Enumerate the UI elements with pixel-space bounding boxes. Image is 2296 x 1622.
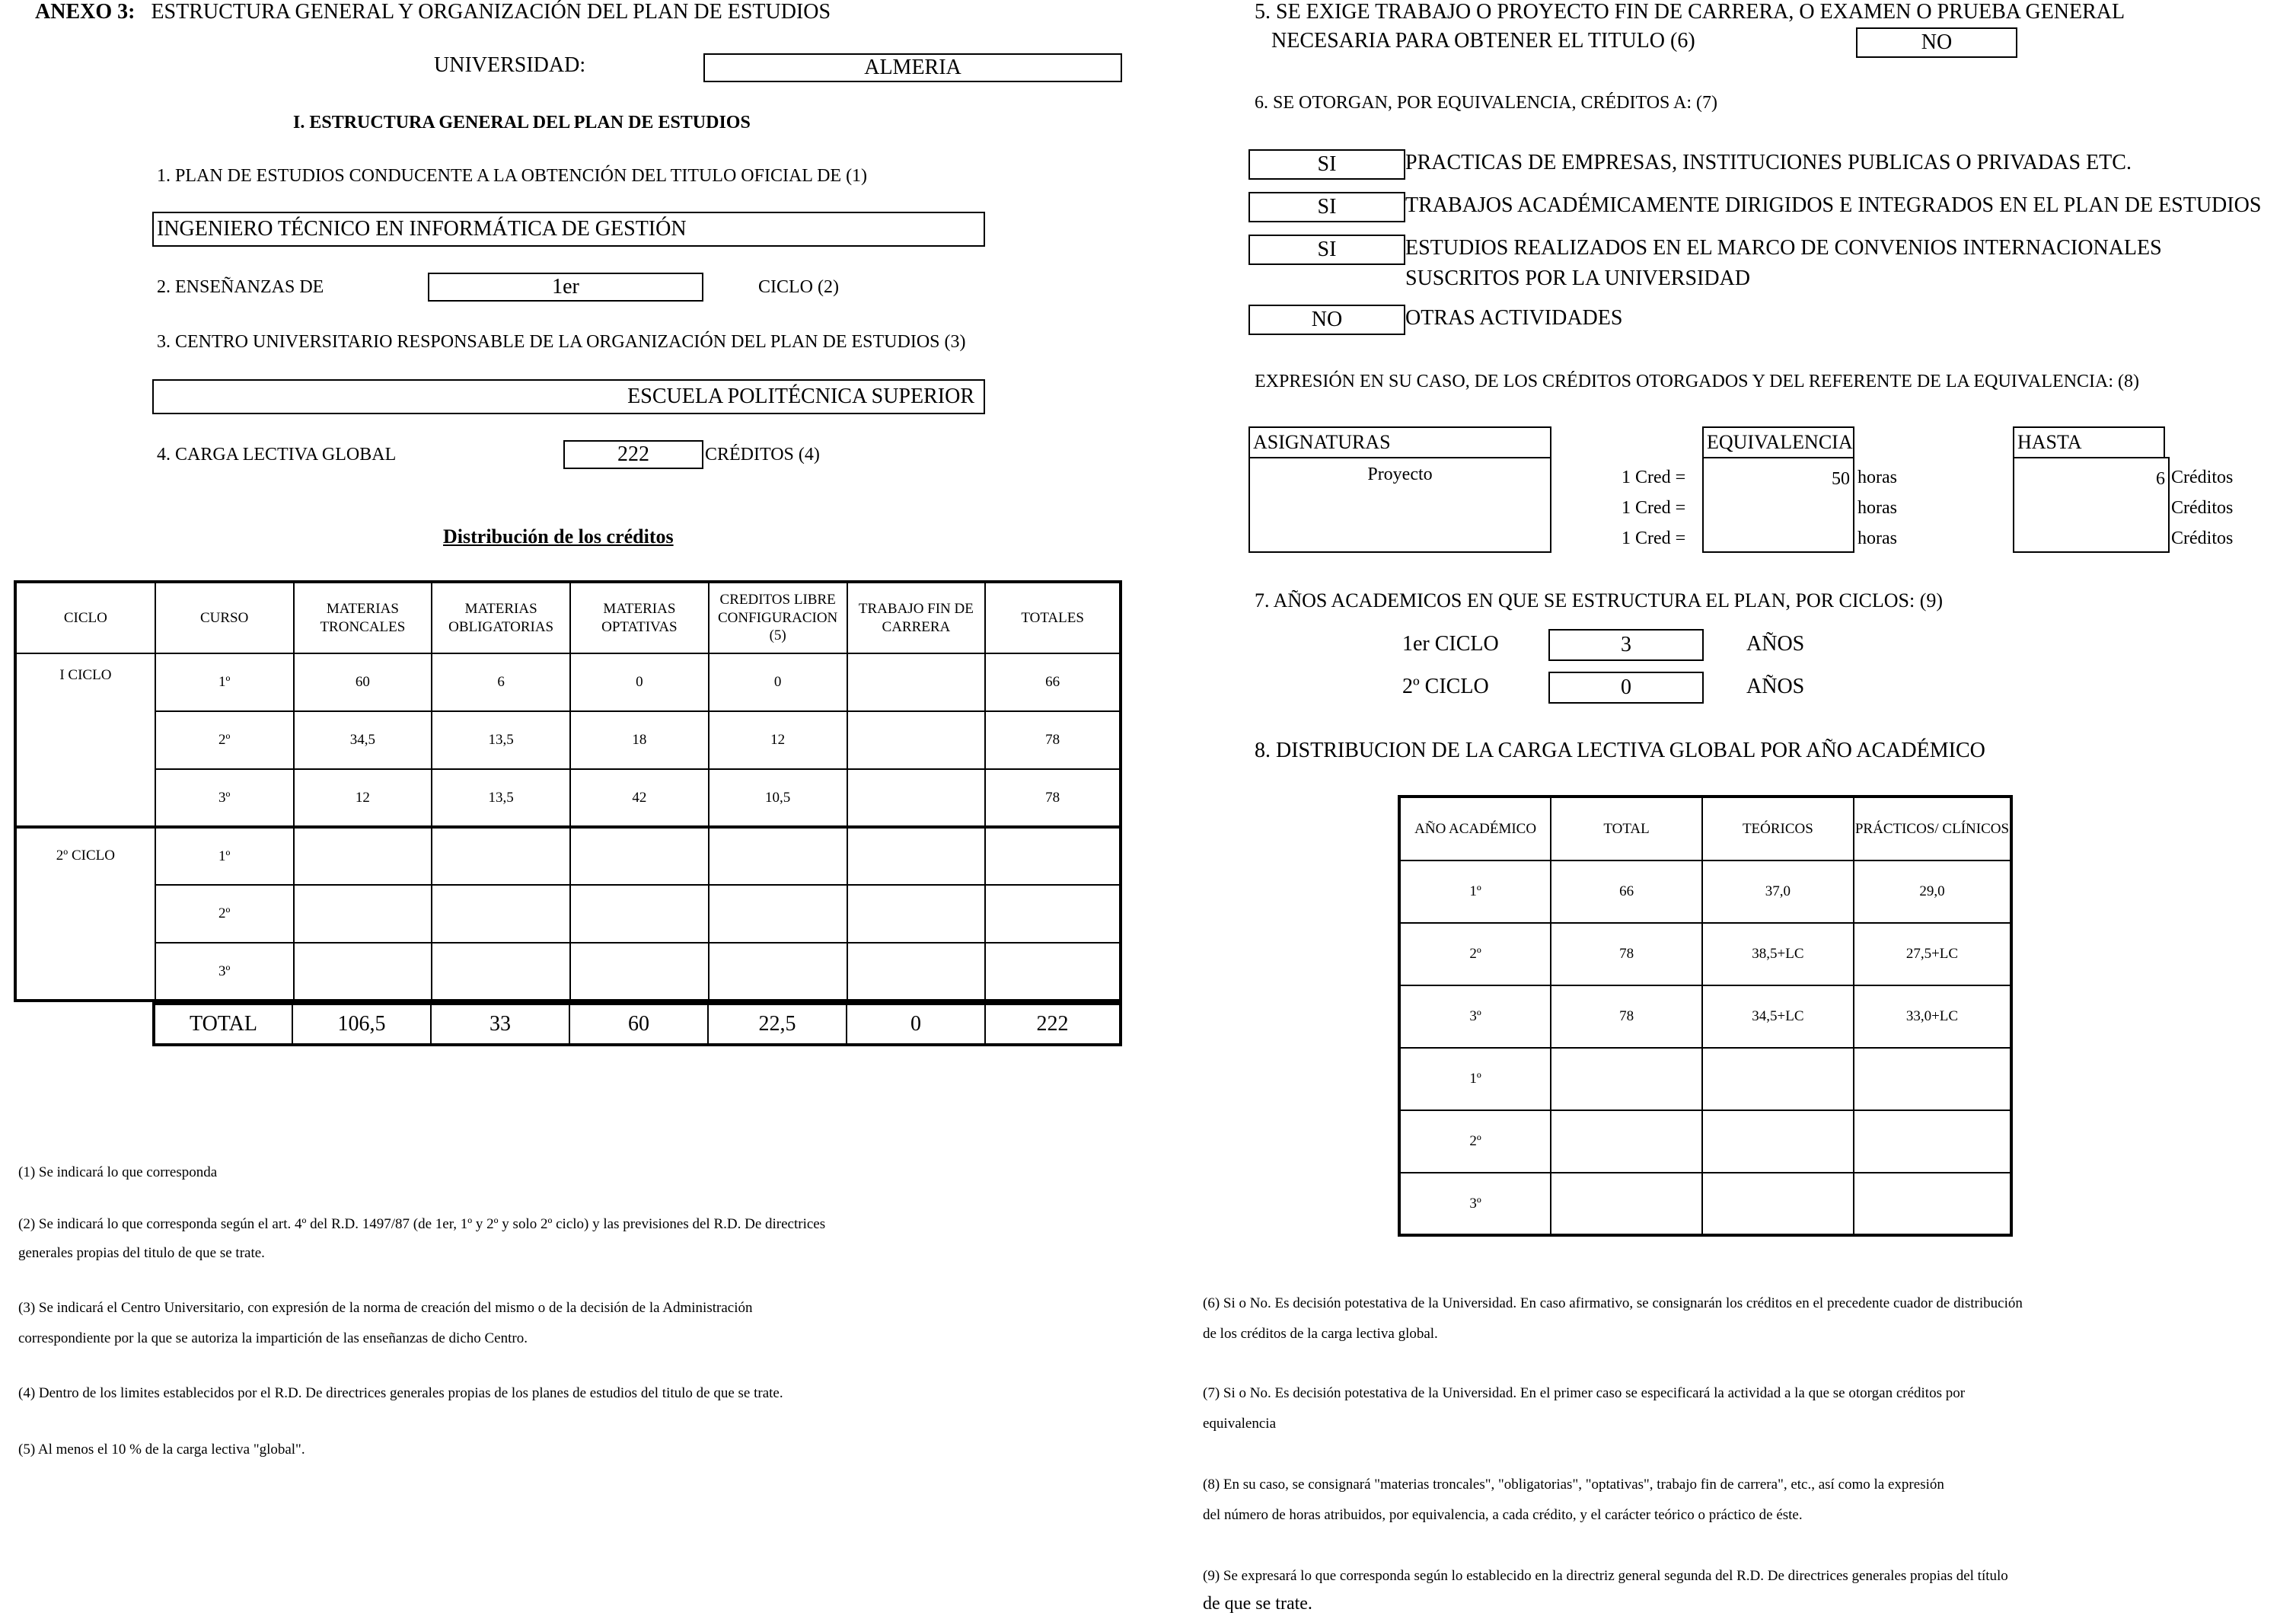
carga-header-row (1399, 797, 2011, 860)
ano-cell: 3º (1399, 985, 1551, 1048)
distribucion-header-row (15, 582, 1121, 653)
q3-label: 3. CENTRO UNIVERSITARIO RESPONSABLE DE LA ORGANIZACIÓN DEL PLAN DE ESTUDIOS (3) (157, 332, 966, 352)
q7-anos-1: AÑOS (1746, 632, 1805, 656)
teoricos-cell (1702, 1173, 1854, 1235)
teoricos-cell (1702, 1110, 1854, 1173)
q6-item-1-field: SI (1248, 149, 1405, 180)
ano-cell: 3º (1399, 1173, 1551, 1235)
curso-cell: 2º (155, 885, 294, 943)
optativas-cell: 18 (570, 711, 709, 769)
q2-ciclo-field: 1er (428, 273, 703, 302)
libre-cell: 0 (709, 653, 847, 711)
q7-ciclo2-field: 0 (1548, 672, 1704, 704)
table-row (1399, 1110, 2011, 1173)
total-cell (1551, 1110, 1702, 1173)
obligatorias-cell: 6 (432, 653, 570, 711)
equivalencia-header: EQUIVALENCIA (1702, 426, 1854, 458)
table-row (15, 769, 1121, 827)
q6-item-1-text: PRACTICAS DE EMPRESAS, INSTITUCIONES PUBLICAS O PRIVADAS ETC. (1405, 151, 2132, 174)
practicos-cell: 29,0 (1854, 860, 2011, 923)
q7-label: 7. AÑOS ACADEMICOS EN QUE SE ESTRUCTURA EL PLAN, POR CICLOS: (9) (1255, 589, 1944, 611)
q4-suffix: CRÉDITOS (4) (705, 445, 820, 465)
q6-label: 6. SE OTORGAN, POR EQUIVALENCIA, CRÉDITOS A: (7) (1255, 93, 1718, 113)
carga-header-practicos: PRÁCTICOS/ CLÍNICOS (1854, 797, 2011, 860)
carga-header-teoricos: TEÓRICOS (1702, 797, 1854, 860)
hasta-value: 6 (2156, 469, 2165, 489)
teoricos-cell: 38,5+LC (1702, 923, 1854, 985)
curso-cell: 1º (155, 827, 294, 885)
teoricos-cell: 34,5+LC (1702, 985, 1854, 1048)
footnote-8b: del número de horas atribuidos, por equivalencia, a cada crédito, y el carácter teórico o práctico de éste. (1203, 1507, 1803, 1523)
q6-item-3-text2: SUSCRITOS POR LA UNIVERSIDAD (1405, 267, 1751, 290)
distribucion-title: Distribución de los créditos (443, 525, 674, 548)
q7-ciclo1-label: 1er CICLO (1402, 632, 1499, 656)
footnote-7a: (7) Si o No. Es decisión potestativa de la Universidad. En el primer caso se especificará la actividad a la que se otorgan créditos por (1203, 1385, 1966, 1401)
footnote-7b: equivalencia (1203, 1416, 1277, 1432)
q5-label-a: 5. SE EXIGE TRABAJO O PROYECTO FIN DE CARRERA, O EXAMEN O PRUEBA GENERAL (1255, 0, 2125, 24)
total-cell: 78 (1551, 985, 1702, 1048)
header-obligatorias: MATERIAS OBLIGATORIAS (432, 582, 570, 653)
troncales-cell: 34,5 (294, 711, 432, 769)
footnote-8a: (8) En su caso, se consignará "materias troncales", "obligatorias", "optativas", trabajo fin de carrera", etc., así como la expresión (1203, 1477, 1944, 1493)
header-troncales: MATERIAS TRONCALES (294, 582, 432, 653)
curso-cell: 3º (155, 943, 294, 1001)
universidad-field: ALMERIA (703, 53, 1122, 82)
curso-cell: 3º (155, 769, 294, 827)
q5-label-b: NECESARIA PARA OBTENER EL TITULO (6) (1271, 29, 1695, 53)
footnote-2b: generales propias del titulo de que se trate. (18, 1245, 265, 1261)
totales-cell: 66 (985, 653, 1121, 711)
equivalencia-box (1702, 457, 1854, 553)
creditos-label-1: Créditos (2171, 468, 2234, 487)
footnote-3a: (3) Se indicará el Centro Universitario, con expresión de la norma de creación del mismo o de la decisión de la Administración (18, 1300, 753, 1316)
table-row (1399, 1173, 2011, 1235)
table-row (1399, 985, 2011, 1048)
footnote-1: (1) Se indicará lo que corresponda (18, 1164, 218, 1180)
troncales-cell: 60 (294, 653, 432, 711)
anexo-header (35, 0, 831, 24)
equivalencia-value: 50 (1832, 469, 1850, 489)
total-cell (1551, 1048, 1702, 1110)
q6-item-2-text: TRABAJOS ACADÉMICAMENTE DIRIGIDOS E INTEGRADOS EN EL PLAN DE ESTUDIOS (1405, 193, 2262, 217)
horas-label-1: horas (1858, 468, 1897, 487)
ciclo1-cell: I CICLO (15, 653, 155, 827)
total-totales: 222 (985, 1004, 1121, 1045)
obligatorias-cell: 13,5 (432, 711, 570, 769)
horas-label-2: horas (1858, 498, 1897, 518)
table-row (1399, 1048, 2011, 1110)
header-trabajo: TRABAJO FIN DE CARRERA (847, 582, 986, 653)
optativas-cell: 0 (570, 653, 709, 711)
q4-carga-field: 222 (563, 440, 703, 469)
q6-item-3-text: ESTUDIOS REALIZADOS EN EL MARCO DE CONVENIOS INTERNACIONALES (1405, 236, 2162, 260)
trabajo-cell (847, 769, 986, 827)
footnote-6a: (6) Si o No. Es decisión potestativa de la Universidad. En caso afirmativo, se consignarán los créditos en el precedente cuador de distribución (1203, 1295, 2023, 1311)
teoricos-cell: 37,0 (1702, 860, 1854, 923)
anexo-title: ESTRUCTURA GENERAL Y ORGANIZACIÓN DEL PLAN DE ESTUDIOS (151, 0, 831, 24)
q6-item-4-field: NO (1248, 305, 1405, 335)
teoricos-cell (1702, 1048, 1854, 1110)
total-obligatorias: 33 (431, 1004, 569, 1045)
table-row (15, 827, 1121, 885)
total-label: TOTAL (154, 1004, 292, 1045)
asignaturas-header: ASIGNATURAS (1248, 426, 1551, 458)
hasta-box (2013, 457, 2170, 553)
header-totales: TOTALES (985, 582, 1121, 653)
q8-label: 8. DISTRIBUCION DE LA CARGA LECTIVA GLOBAL POR AÑO ACADÉMICO (1255, 739, 1985, 762)
footnote-9a: (9) Se expresará lo que corresponda según lo establecido en la directriz general segunda del R.D. De directrices generales propias del título (1203, 1568, 2008, 1584)
libre-cell: 12 (709, 711, 847, 769)
cred-label-3: 1 Cred = (1622, 528, 1686, 548)
distribucion-table (14, 580, 1122, 1002)
table-row (15, 653, 1121, 711)
practicos-cell: 33,0+LC (1854, 985, 2011, 1048)
header-libre: CREDITOS LIBRE CONFIGURACION (5) (709, 582, 847, 653)
total-row (154, 1004, 1121, 1045)
q1-title-field: INGENIERO TÉCNICO EN INFORMÁTICA DE GESTIÓN (152, 212, 985, 247)
q7-ciclo1-field: 3 (1548, 629, 1704, 661)
trabajo-cell (847, 711, 986, 769)
universidad-label: UNIVERSIDAD: (434, 53, 586, 77)
ciclo2-cell: 2º CICLO (15, 827, 155, 1001)
total-optativas: 60 (569, 1004, 708, 1045)
ano-cell: 1º (1399, 860, 1551, 923)
table-row (15, 943, 1121, 1001)
footnote-9b: de que se trate. (1203, 1594, 1312, 1614)
carga-header-ano: AÑO ACADÉMICO (1399, 797, 1551, 860)
ano-cell: 2º (1399, 923, 1551, 985)
carga-header-total: TOTAL (1551, 797, 1702, 860)
table-row (15, 711, 1121, 769)
trabajo-cell (847, 653, 986, 711)
q6-item-2-field: SI (1248, 192, 1405, 222)
footnote-3b: correspondiente por la que se autoriza la impartición de las enseñanzas de dicho Centro. (18, 1330, 528, 1346)
ano-cell: 1º (1399, 1048, 1551, 1110)
totales-cell: 78 (985, 711, 1121, 769)
creditos-label-3: Créditos (2171, 528, 2234, 548)
totales-cell: 78 (985, 769, 1121, 827)
practicos-cell (1854, 1110, 2011, 1173)
total-cell: 66 (1551, 860, 1702, 923)
footnote-6b: de los créditos de la carga lectiva global. (1203, 1326, 1438, 1342)
hasta-header: HASTA (2013, 426, 2165, 458)
asignatura-value: Proyecto (1367, 465, 1433, 484)
q5-field: NO (1856, 27, 2017, 58)
q3-centro-field: ESCUELA POLITÉCNICA SUPERIOR (152, 379, 985, 414)
anexo-label: ANEXO 3: (35, 0, 136, 24)
practicos-cell: 27,5+LC (1854, 923, 2011, 985)
distribucion-total-table (152, 1002, 1122, 1046)
table-row (1399, 860, 2011, 923)
header-ciclo: CICLO (15, 582, 155, 653)
cred-label-2: 1 Cred = (1622, 498, 1686, 518)
practicos-cell (1854, 1048, 2011, 1110)
footnote-4: (4) Dentro de los limites establecidos por el R.D. De directrices generales propias de los planes de estudios del titulo de que se trate. (18, 1385, 783, 1401)
q6-item-3-field: SI (1248, 235, 1405, 265)
q2-suffix: CICLO (2) (758, 277, 839, 297)
q4-label: 4. CARGA LECTIVA GLOBAL (157, 445, 397, 465)
table-row (1399, 923, 2011, 985)
section-title: I. ESTRUCTURA GENERAL DEL PLAN DE ESTUDIOS (293, 113, 751, 133)
footnote-5: (5) Al menos el 10 % de la carga lectiva "global". (18, 1442, 305, 1458)
q1-label: 1. PLAN DE ESTUDIOS CONDUCENTE A LA OBTENCIÓN DEL TITULO OFICIAL DE (1) (157, 166, 868, 186)
horas-label-3: horas (1858, 528, 1897, 548)
obligatorias-cell: 13,5 (432, 769, 570, 827)
footnote-2a: (2) Se indicará lo que corresponda según el art. 4º del R.D. 1497/87 (de 1er, 1º y 2º y solo 2º ciclo) y las previsiones del R.D. De directrices (18, 1216, 826, 1232)
table-row (15, 885, 1121, 943)
carga-table (1398, 795, 2013, 1237)
total-cell: 78 (1551, 923, 1702, 985)
q7-anos-2: AÑOS (1746, 675, 1805, 698)
troncales-cell: 12 (294, 769, 432, 827)
total-troncales: 106,5 (292, 1004, 431, 1045)
curso-cell: 1º (155, 653, 294, 711)
libre-cell: 10,5 (709, 769, 847, 827)
q2-label: 2. ENSEÑANZAS DE (157, 277, 324, 297)
optativas-cell: 42 (570, 769, 709, 827)
total-trabajo: 0 (847, 1004, 985, 1045)
creditos-label-2: Créditos (2171, 498, 2234, 518)
total-libre: 22,5 (708, 1004, 847, 1045)
q6-item-4-text: OTRAS ACTIVIDADES (1405, 306, 1623, 330)
cred-label-1: 1 Cred = (1622, 468, 1686, 487)
total-cell (1551, 1173, 1702, 1235)
q7-ciclo2-label: 2º CICLO (1402, 675, 1489, 698)
header-optativas: MATERIAS OPTATIVAS (570, 582, 709, 653)
ano-cell: 2º (1399, 1110, 1551, 1173)
header-curso: CURSO (155, 582, 294, 653)
practicos-cell (1854, 1173, 2011, 1235)
curso-cell: 2º (155, 711, 294, 769)
asignaturas-box (1248, 457, 1551, 553)
q6-expresion: EXPRESIÓN EN SU CASO, DE LOS CRÉDITOS OTORGADOS Y DEL REFERENTE DE LA EQUIVALENCIA: (8) (1255, 372, 2140, 391)
